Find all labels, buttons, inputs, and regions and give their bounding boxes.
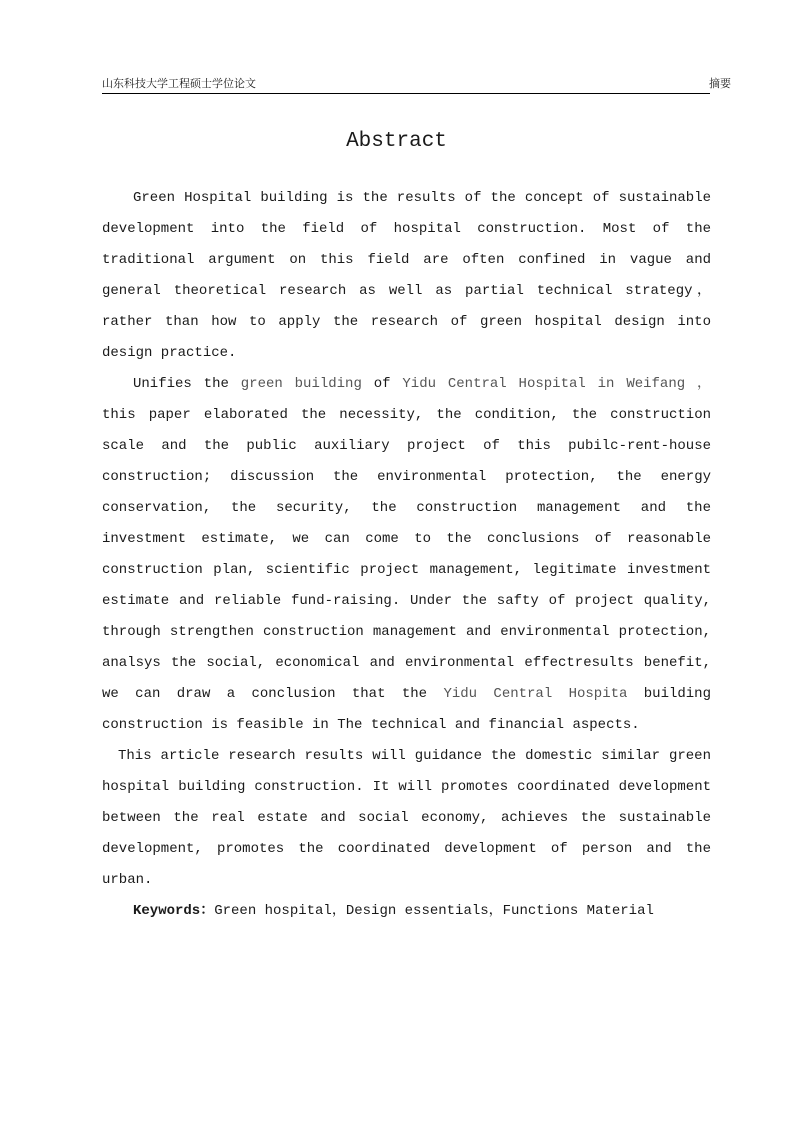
paragraph-2-text-3: this paper elaborated the necessity, the condition, the construction scale and the public auxiliary project of this pubilc-rent-house construction; discussion the environmental protection, the energy conservation, the security, the construction management and the investment estimate, we can come to the conclusions of reasonable construction plan, scientific project management, legitimate investment estimate and reliable fund-raising. Under the safty of project quality, through strengthen construction management and environmental protection, analsys the social, economical and environmental effectresults benefit, we can draw a conclusion that the [102, 407, 711, 702]
paragraph-2-text-4: building construction is feasible in The technical and financial aspects. [102, 686, 711, 733]
abstract-paragraph-1: Green Hospital building is the results of the concept of sustainable development into the field of hospital construction. Most of the traditional argument on this field are often confined in vague and general theoretical research as well as partial technical strategy，rather than how to apply the research of green hospital design into design practice. [102, 190, 711, 361]
abstract-paragraph-2 [102, 369, 711, 741]
paragraph-2-highlight-3: Yidu Central Hospita [443, 686, 628, 702]
paragraph-2-text-1: Unifies the [133, 376, 241, 392]
keywords-value: Green hospital，Design essentials，Functions Material [214, 903, 654, 919]
paragraph-2-text-2: of [361, 376, 403, 392]
paragraph-2-highlight-2: Yidu Central Hospital in Weifang ， [402, 376, 711, 392]
header-thesis-title: 山东科技大学工程硕士学位论文 [102, 77, 256, 90]
page-header [102, 76, 731, 92]
keywords-label: Keywords： [133, 903, 215, 919]
abstract-paragraph-3: This article research results will guidance the domestic similar green hospital building construction. It will promotes coordinated development between the real estate and social economy, achieves the sustainable development, promotes the coordinated development of person and the urban. [102, 748, 711, 888]
header-rule [102, 93, 710, 94]
page-title: Abstract [346, 130, 447, 153]
keywords-line [102, 896, 711, 927]
header-section-name: 摘要 [709, 77, 731, 90]
abstract-body [102, 183, 711, 927]
paragraph-2-highlight-1: green building [240, 376, 362, 392]
